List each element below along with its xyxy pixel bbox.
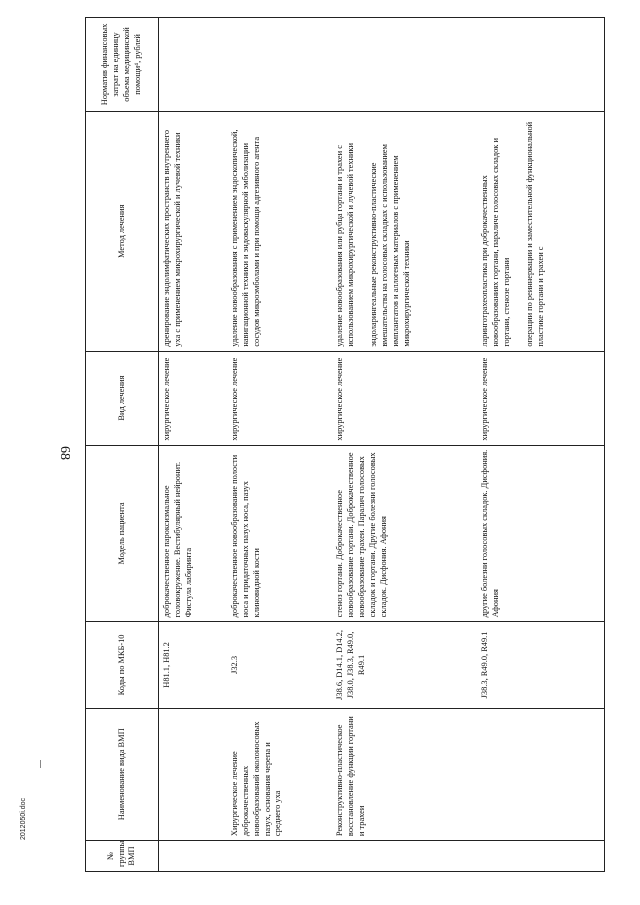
cell-group-number [227,841,332,872]
footer-filename: 2012050i.doc [20,797,27,840]
method-text: эндоларингеальные реконструктивно-пластические вмешательства на голосовых складках с использованием имплантатов и аллогеных материалов с применением микрохирургической техники [368,144,411,347]
cell-patient-model: доброкачественное пароксизмальное головокружение. Вестибулярный нейронит. Фистула лабиринта [159,445,227,622]
header-vmp-name: Наименование вида ВМП [86,708,159,841]
cell-cost-norm [332,18,477,112]
scan-mark [40,760,41,768]
cell-vmp-name: Хирургическое лечение доброкачественных новообразований околоносовых пазух, основания черепа и среднего уха [227,708,332,841]
cell-group-number [477,841,604,872]
cell-treatment-method [332,111,477,351]
cell-treatment-type: хирургическое лечение [332,351,477,445]
cell-icd-codes: J38.3, R49.0, R49.1 [477,622,604,708]
method-text: ларинготрахеопластика при доброкачественных новообразованиях гортани, параличе голосовых складок и гортани, стенозе гортани [480,138,512,347]
header-treatment-type: Вид лечения [86,351,159,445]
cell-cost-norm [227,18,332,112]
header-icd-codes: Коды по МКБ-10 [86,622,159,708]
header-patient-model: Модель пациента [86,445,159,622]
cell-treatment-method [477,111,604,351]
cell-group-number [332,841,477,872]
cell-icd-codes: J38.6, D14.1, D14.2, J38.0, J38.3, R49.0, R49.1 [332,622,477,708]
cell-treatment-type: хирургическое лечение [227,351,332,445]
cell-treatment-type: хирургическое лечение [159,351,227,445]
cell-vmp-name [477,708,604,841]
cell-patient-model: другие болезни голосовых складок. Дисфония. Афония [477,445,604,622]
vmp-table-sheet [85,17,605,872]
table-row [332,18,477,872]
header-treatment-method: Метод лечения [86,111,159,351]
table-row [159,18,227,872]
cell-treatment-method [159,111,227,351]
cell-icd-codes: J32.3 [227,622,332,708]
table-row [227,18,332,872]
table-header-row [86,18,159,872]
method-text: удаление новообразования с применением эндоскопической, навигационной техники и эндоваскулярной эмболизации сосудов микроэмболами и при помощи адгезивного агента [229,129,261,347]
cell-treatment-method [227,111,332,351]
cell-patient-model: стеноз гортани. Доброкачественное новообразование гортани. Доброкачественное новообразование трахеи. Паралич голосовых складок и гортани. Другие болезни голосовых складок. Дисфония. Афония [332,445,477,622]
cell-vmp-name: Реконструктивно-пластическое восстановление функции гортани и трахеи [332,708,477,841]
cell-patient-model: доброкачественное новообразование полости носа и придаточных пазух носа, пазух клиновидной кости [227,445,332,622]
page-number: 68 [57,446,72,460]
cell-icd-codes: H81.1, H81.2 [159,622,227,708]
table-row [477,18,604,872]
cell-cost-norm [477,18,604,112]
method-text: дренирование эндолимфатических пространств внутреннего уха с применением микрохирургической и лучевой техники [162,129,182,347]
method-text: удаление новообразования или рубца гортани и трахеи с использованием микрохирургической и лучевой техники [335,143,356,347]
header-group-number: № группы ВМП [86,841,159,872]
method-text: операции по реиннервации и заместительной функциональной пластике гортани и трахеи с [525,121,546,347]
cell-vmp-name [159,708,227,841]
cell-cost-norm [159,18,227,112]
cell-group-number [159,841,227,872]
header-cost-norm: Норматив финансовых затрат на единицу объема медицинской помощи⁴, рублей [86,18,159,112]
vmp-table [85,17,605,872]
cell-treatment-type: хирургическое лечение [477,351,604,445]
